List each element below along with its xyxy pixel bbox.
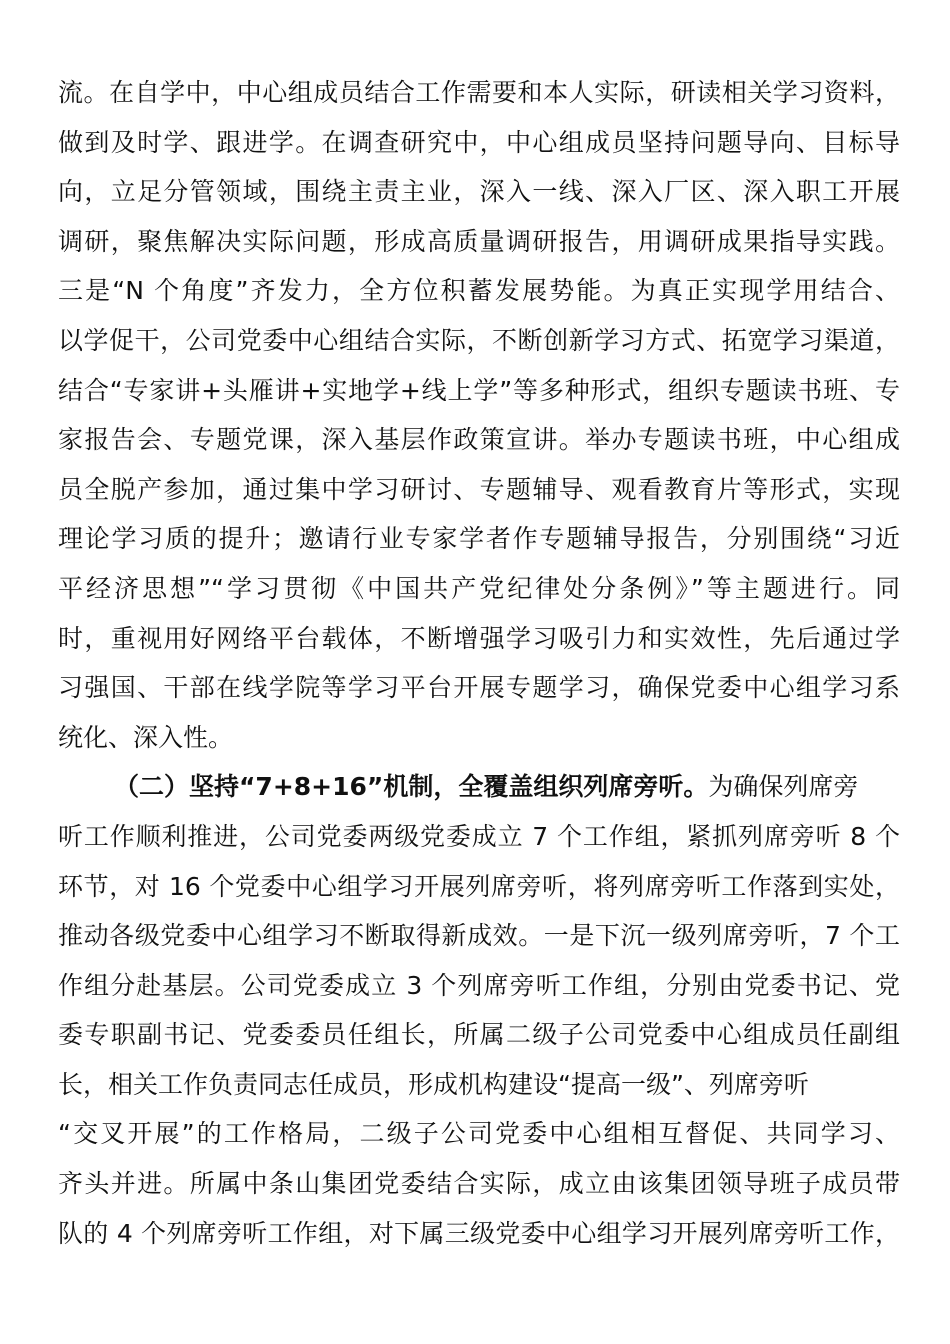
text-line: “交叉开展”的工作格局，二级子公司党委中心组相互督促、共同学习、 bbox=[58, 1119, 900, 1149]
text-line: 推动各级党委中心组学习不断取得新成效。一是下沉一级列席旁听，7 个工 bbox=[58, 921, 900, 951]
section-heading-rest: 为确保列席旁 bbox=[708, 772, 859, 802]
text-line: 时，重视用好网络平台载体，不断增强学习吸引力和实效性，先后通过学 bbox=[58, 623, 900, 653]
text-line: 调研，聚焦解决实际问题，形成高质量调研报告，用调研成果指导实践。 bbox=[58, 226, 900, 256]
text-line: 做到及时学、跟进学。在调查研究中，中心组成员坚持问题导向、目标导 bbox=[58, 127, 900, 157]
text-line: 委专职副书记、党委委员任组长，所属二级子公司党委中心组成员任副组 bbox=[58, 1020, 900, 1050]
text-line: 平经济思想”“学习贯彻《中国共产党纪律处分条例》”等主题进行。同 bbox=[58, 573, 900, 603]
text-line: 齐头并进。所属中条山集团党委结合实际，成立由该集团领导班子成员带 bbox=[58, 1169, 900, 1199]
text-line: 流。在自学中，中心组成员结合工作需要和本人实际，研读相关学习资料， bbox=[58, 78, 900, 107]
text-line: 以学促干，公司党委中心组结合实际，不断创新学习方式、拓宽学习渠道， bbox=[58, 325, 900, 355]
text-line: 员全脱产参加，通过集中学习研讨、专题辅导、观看教育片等形式，实现 bbox=[58, 474, 900, 504]
text-line: 听工作顺利推进，公司党委两级党委成立 7 个工作组，紧抓列席旁听 8 个 bbox=[58, 821, 900, 851]
text-line: 队的 4 个列席旁听工作组，对下属三级党委中心组学习开展列席旁听工作， bbox=[58, 1218, 900, 1248]
text-line: 理论学习质的提升；邀请行业专家学者作专题辅导报告，分别围绕“习近 bbox=[58, 524, 900, 554]
text-line: 作组分赴基层。公司党委成立 3 个列席旁听工作组，分别由党委书记、党 bbox=[58, 970, 900, 1000]
section-heading: （二）坚持“7+8+16”机制，全覆盖组织列席旁听。 bbox=[114, 772, 709, 802]
text-line: 习强国、干部在线学院等学习平台开展专题学习，确保党委中心组学习系 bbox=[58, 673, 900, 703]
section-heading-line bbox=[58, 762, 900, 812]
text-line: 三是“N 个角度”齐发力，全方位积蓄发展势能。为真正实现学用结合、 bbox=[58, 276, 900, 306]
text-line: 向，立足分管领域，围绕主责主业，深入一线、深入厂区、深入职工开展 bbox=[58, 177, 900, 207]
document-page bbox=[58, 68, 900, 1258]
text-line: 统化、深入性。 bbox=[58, 722, 234, 752]
text-line: 长，相关工作负责同志任成员，形成机构建设“提高一级”、列席旁听 bbox=[58, 1069, 809, 1099]
text-line: 家报告会、专题党课，深入基层作政策宣讲。举办专题读书班，中心组成 bbox=[58, 425, 900, 455]
text-line: 环节，对 16 个党委中心组学习开展列席旁听，将列席旁听工作落到实处， bbox=[58, 871, 900, 901]
text-line: 结合“专家讲+头雁讲+实地学+线上学”等多种形式，组织专题读书班、专 bbox=[58, 375, 900, 405]
